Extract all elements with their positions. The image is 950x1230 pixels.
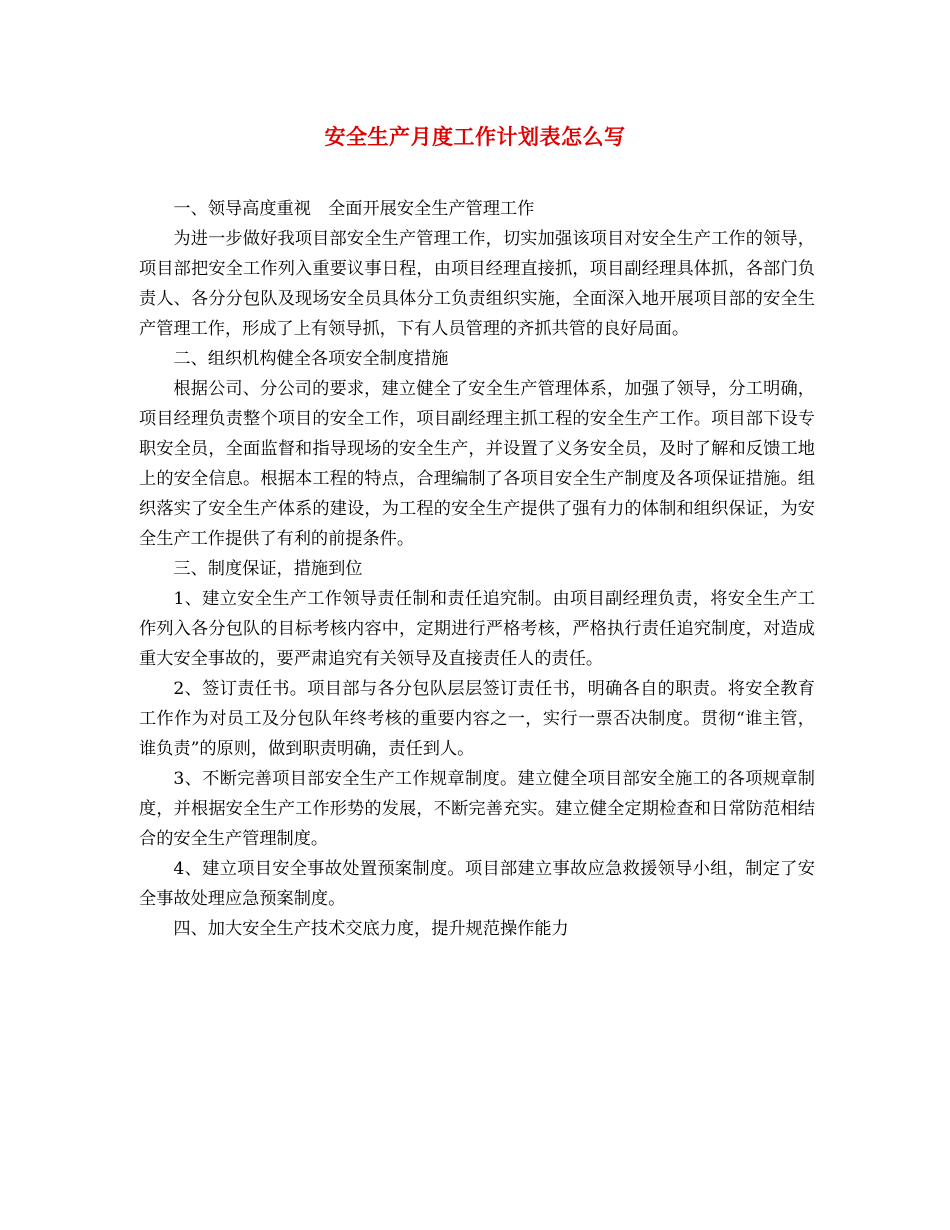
section-heading: 四、加大安全生产技术交底力度，提升规范操作能力 [173, 919, 569, 939]
document-title: 安全生产月度工作计划表怎么写 [324, 124, 626, 149]
document-body [139, 194, 815, 944]
paragraph: 2、签订责任书。项目部与各分包队层层签订责任书，明确各自的职责。将安全教育工作作为对员工及分包队年终考核的重要内容之一，实行一票否决制度。贯彻“谁主管，谁负责”的原则，做到职责明确，责任到人。 [139, 679, 815, 759]
section-heading: 一、领导高度重视 全面开展安全生产管理工作 [173, 199, 535, 219]
paragraph: 为进一步做好我项目部安全生产管理工作，切实加强该项目对安全生产工作的领导，项目部把安全工作列入重要议事日程，由项目经理直接抓，项目副经理具体抓，各部门负责人、各分分包队及现场安全员具体分工负责组织实施，全面深入地开展项目部的安全生产管理工作，形成了上有领导抓，下有人员管理的齐抓共管的良好局面。 [139, 229, 815, 339]
paragraph: 根据公司、分公司的要求，建立健全了安全生产管理体系，加强了领导，分工明确，项目经理负责整个项目的安全工作，项目副经理主抓工程的安全生产工作。项目部下设专职安全员，全面监督和指导现场的安全生产，并设置了义务安全员，及时了解和反馈工地上的安全信息。根据本工程的特点，合理编制了各项目安全生产制度及各项保证措施。组织落实了安全生产体系的建设，为工程的安全生产提供了强有力的体制和组织保证，为安全生产工作提供了有利的前提条件。 [139, 379, 815, 549]
paragraph: 1、建立安全生产工作领导责任制和责任追究制。由项目副经理负责，将安全生产工作列入各分包队的目标考核内容中，定期进行严格考核，严格执行责任追究制度，对造成重大安全事故的，要严肃追究有关领导及直接责任人的责任。 [139, 589, 815, 669]
paragraph: 3、不断完善项目部安全生产工作规章制度。建立健全项目部安全施工的各项规章制度，并根据安全生产工作形势的发展，不断完善充实。建立健全定期检查和日常防范相结合的安全生产管理制度。 [139, 769, 815, 849]
section-heading: 二、组织机构健全各项安全制度措施 [173, 349, 449, 369]
section-heading: 三、制度保证，措施到位 [173, 559, 363, 579]
paragraph: 4、建立项目安全事故处置预案制度。项目部建立事故应急救援领导小组，制定了安全事故处理应急预案制度。 [139, 859, 815, 909]
